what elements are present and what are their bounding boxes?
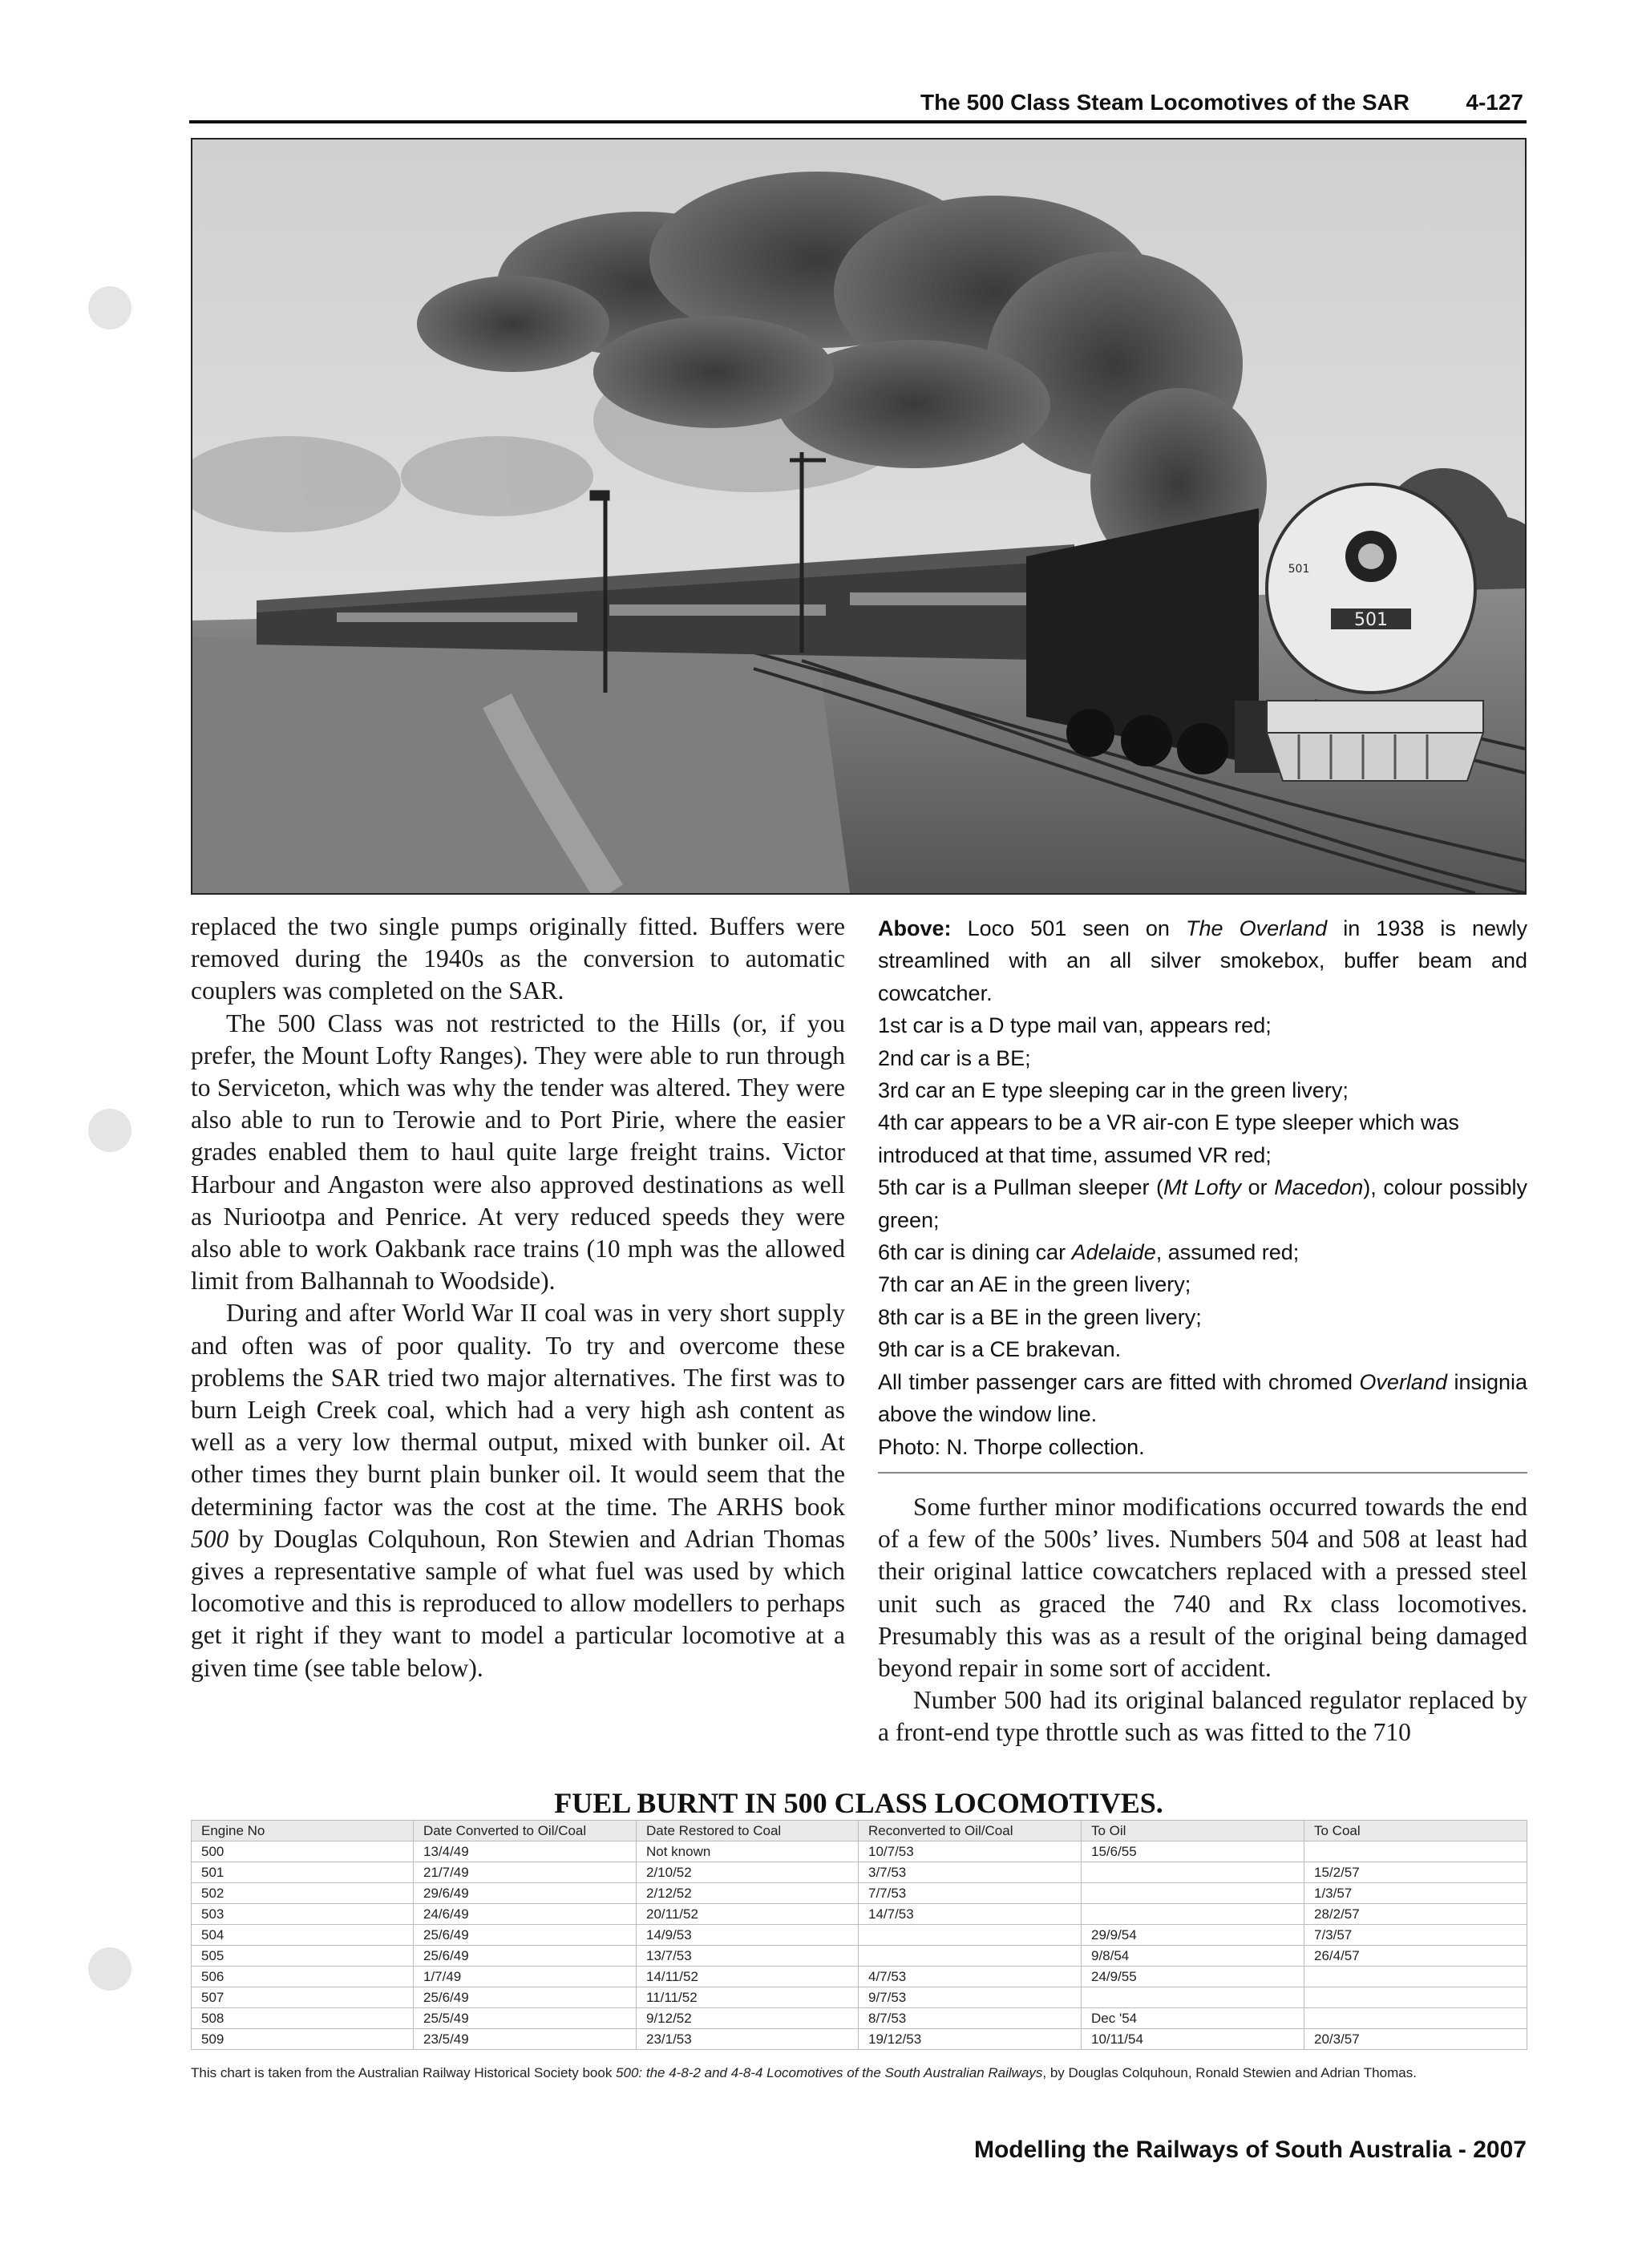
table-cell: 13/7/53 [637,1946,859,1967]
table-cell [1082,1862,1304,1883]
table-cell: Not known [637,1841,859,1862]
table-cell: 25/6/49 [414,1946,637,1967]
column-header: To Oil [1082,1821,1304,1841]
table-cell: 500 [192,1841,414,1862]
caption-car-7: 7th car an AE in the green livery; [878,1272,1191,1297]
smokebox-number-plate: 501 [1354,610,1388,630]
table-cell: 2/12/52 [637,1883,859,1904]
body-text-left [191,911,845,1684]
table-cell: 9/12/52 [637,2008,859,2029]
table-cell: 7/3/57 [1304,1925,1527,1946]
caption-car-4: 4th car appears to be a VR air-con E type sleeper which was introduced at that time, assumed VR red; [878,1110,1459,1167]
table-cell: 502 [192,1883,414,1904]
table-cell: 506 [192,1967,414,1987]
paragraph-fuel: During and after World War II coal was in very short supply and often was of poor quality. To try and overcome these problems the SAR tried two major alternatives. The first was to burn Leigh Creek coal, which had a very high ash content as well as a very low thermal output, mixed with bunker oil. At other times they burnt plain bunker oil. It would seem that the determining factor was the cost at the time. The ARHS book 500 by Douglas Colquhoun, Ron Stewien and Adrian Thomas gives a representative sample of what fuel was used by which locomotive and this is reproduced to allow modellers to perhaps get it right if they want to model a particular locomotive at a given time (see table below). [191,1299,845,1682]
caption-car-5: 5th car is a Pullman sleeper (Mt Lofty or Macedon), colour possibly green; [878,1175,1527,1232]
table-cell: 501 [192,1862,414,1883]
table-cell: 23/1/53 [637,2029,859,2050]
table-cell: 3/7/53 [859,1862,1082,1883]
caption-car-2: 2nd car is a BE; [878,1045,1031,1070]
table-cell: 28/2/57 [1304,1904,1527,1925]
table-cell: 25/6/49 [414,1925,637,1946]
table-cell [1304,1987,1527,2008]
smokebox-badge: 501 [1288,563,1310,576]
book-title: 500 [191,1524,229,1553]
table-cell [859,1925,1082,1946]
table-cell [1304,1841,1527,1862]
table-cell: 24/6/49 [414,1904,637,1925]
table-row [192,2029,1527,2050]
table-cell: 509 [192,2029,414,2050]
header-title: The 500 Class Steam Locomotives of the SAR [920,90,1409,115]
table-cell: 505 [192,1946,414,1967]
table-cell: 19/12/53 [859,2029,1082,2050]
table-cell: 25/6/49 [414,1987,637,2008]
table-cell: 14/11/52 [637,1967,859,1987]
table-cell: 10/7/53 [859,1841,1082,1862]
column-header: Reconverted to Oil/Coal [859,1821,1082,1841]
table-cell [1082,1987,1304,2008]
caption-car-8: 8th car is a BE in the green livery; [878,1304,1202,1329]
caption-car-1: 1st car is a D type mail van, appears red; [878,1013,1272,1038]
table-cell [1082,1904,1304,1925]
table-source-note: This chart is taken from the Australian Railway Historical Society book 500: the 4-8-2 and 4-8-4 Locomotives of the South Australian Railways, by Douglas Colquhoun, Ronald Stewien and Adrian Thomas. [191,2065,1417,2080]
table-cell: 14/7/53 [859,1904,1082,1925]
binder-hole-middle [88,1109,131,1152]
table-cell: 7/7/53 [859,1883,1082,1904]
table-row [192,2008,1527,2029]
caption-car-6: 6th car is dining car Adelaide, assumed red; [878,1240,1300,1265]
column-header: Date Converted to Oil/Coal [414,1821,637,1841]
locomotive-photo-illustration [192,139,1525,893]
table-cell: 503 [192,1904,414,1925]
fuel-table [191,1820,1527,2050]
table-cell: 8/7/53 [859,2008,1082,2029]
source-book-title: 500: the 4-8-2 and 4-8-4 Locomotives of the South Australian Railways [616,2065,1043,2080]
photo-caption [878,912,1527,1463]
table-row [192,1862,1527,1883]
caption-car-9: 9th car is a CE brakevan. [878,1337,1122,1362]
table-cell: 11/11/52 [637,1987,859,2008]
caption-insignia: All timber passenger cars are fitted with chromed Overland insignia above the window line. [878,1369,1528,1427]
table-cell: 2/10/52 [637,1862,859,1883]
table-cell: 25/5/49 [414,2008,637,2029]
table-cell: 507 [192,1987,414,2008]
table-row [192,1946,1527,1967]
table-cell [1304,2008,1527,2029]
caption-lead: Above: [878,916,952,940]
table-cell: 9/8/54 [1082,1946,1304,1967]
body-text-right [878,1491,1527,1749]
page-number: 4-127 [1466,90,1523,115]
table-cell: Dec '54 [1082,2008,1304,2029]
table-row [192,1987,1527,2008]
table-cell: 10/11/54 [1082,2029,1304,2050]
table-row [192,1967,1527,1987]
caption-photo-credit: Photo: N. Thorpe collection. [878,1434,1145,1459]
table-row [192,1883,1527,1904]
table-row [192,1841,1527,1862]
table-cell [1082,1883,1304,1904]
running-header [189,87,1527,123]
table-cell: 14/9/53 [637,1925,859,1946]
caption-car-3: 3rd car an E type sleeping car in the green livery; [878,1078,1349,1103]
column-header: To Coal [1304,1821,1527,1841]
binder-hole-top [88,286,131,329]
table-cell: 29/6/49 [414,1883,637,1904]
binder-hole-bottom [88,1947,131,1991]
column-header: Engine No [192,1821,414,1841]
table-cell: 15/6/55 [1082,1841,1304,1862]
caption-divider [878,1472,1527,1474]
table-cell [859,1946,1082,1967]
table-header-row [192,1821,1527,1841]
table-cell: 508 [192,2008,414,2029]
table-cell: 23/5/49 [414,2029,637,2050]
table-cell: 504 [192,1925,414,1946]
locomotive-photo [191,138,1527,895]
page-footer: Modelling the Railways of South Australia - 2007 [973,2137,1527,2163]
table-cell: 26/4/57 [1304,1946,1527,1967]
table-cell: 29/9/54 [1082,1925,1304,1946]
table-cell: 1/3/57 [1304,1883,1527,1904]
table-row [192,1925,1527,1946]
column-header: Date Restored to Coal [637,1821,859,1841]
table-cell: 15/2/57 [1304,1862,1527,1883]
paragraph-buffers: replaced the two single pumps originally fitted. Buffers were removed during the 1940s as the conversion to automatic couplers was completed on the SAR. [191,912,845,1005]
table-cell: 1/7/49 [414,1967,637,1987]
table-cell [1304,1967,1527,1987]
caption-intro: Above: Loco 501 seen on The Overland in 1938 is newly streamlined with an all silver smokebox, buffer beam and cowcatcher. [878,916,1527,1005]
table-cell: 24/9/55 [1082,1967,1304,1987]
paragraph-routes: The 500 Class was not restricted to the Hills (or, if you prefer, the Mount Lofty Ranges). They were able to run through to Serviceton, which was why the tender was altered. They were also able to run to Terowie and to Port Pirie, where the easier grades enabled them to haul quite large freight trains. Victor Harbour and Angaston were also approved destinations as well as Nuriootpa and Penrice. At very reduced speeds they were also able to work Oakbank race trains (10 mph was the allowed limit from Balhannah to Woodside). [191,1009,845,1296]
table-cell: 21/7/49 [414,1862,637,1883]
table-cell: 20/11/52 [637,1904,859,1925]
table-title: FUEL BURNT IN 500 CLASS LOCOMOTIVES. [554,1787,1163,1819]
table-cell: 4/7/53 [859,1967,1082,1987]
table-cell: 20/3/57 [1304,2029,1527,2050]
table-row [192,1904,1527,1925]
table-cell: 9/7/53 [859,1987,1082,2008]
table-cell: 13/4/49 [414,1841,637,1862]
paragraph-regulator: Number 500 had its original balanced regulator replaced by a front-end type throttle such as was fitted to the 710 [878,1686,1527,1747]
paragraph-modifications: Some further minor modifications occurred towards the end of a few of the 500s’ lives. Numbers 504 and 508 at least had their original lattice cowcatchers replaced with a pressed steel unit such as graced the 740 and Rx class locomotives. Presumably this was as a result of the original being damaged beyond repair in some sort of accident. [878,1493,1527,1683]
